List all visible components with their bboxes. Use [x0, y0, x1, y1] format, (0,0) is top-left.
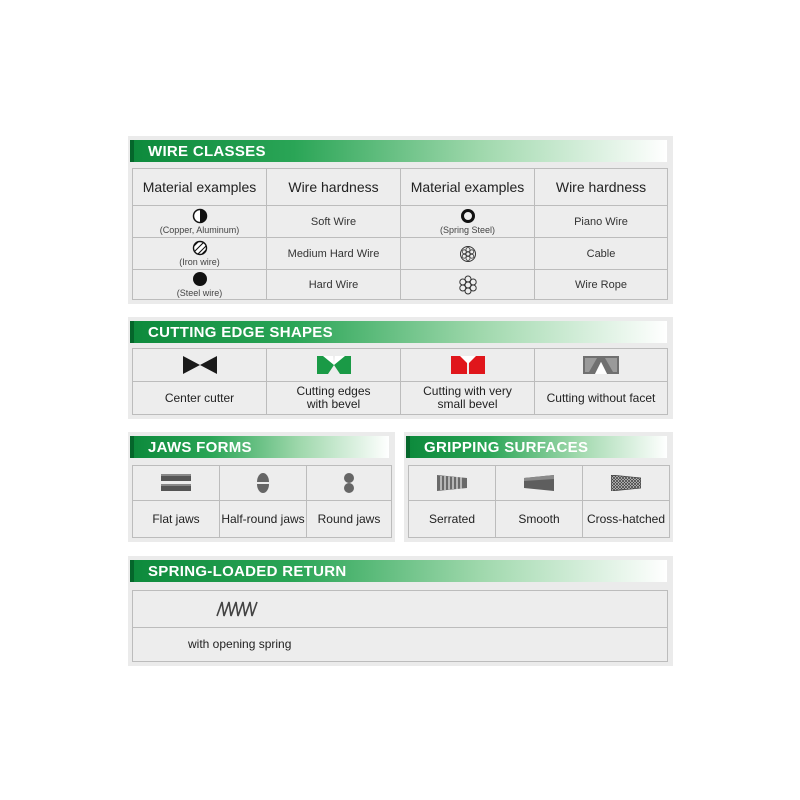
- material-caption: (Spring Steel): [439, 225, 496, 235]
- cutting-edge-label: Center cutter: [133, 382, 266, 414]
- jaws-forms-panel: [128, 432, 395, 542]
- spring-loaded-return-panel: [128, 556, 673, 666]
- wire-classes-panel: [128, 136, 673, 304]
- grip-icon-cell: [583, 466, 669, 500]
- table-cell-hardness: Piano Wire: [535, 206, 667, 237]
- smooth-surface-icon: [524, 475, 554, 491]
- grip-icon-cell: [409, 466, 495, 500]
- cutting-edge-label: Cutting edges with bevel: [267, 382, 400, 414]
- cutting-edge-icon-cell: [267, 349, 400, 381]
- table-cell-material: [401, 270, 534, 299]
- grip-label: Cross-hatched: [583, 501, 669, 537]
- table-cell-material: [133, 238, 266, 269]
- cutting-edge-label: Cutting without facet: [535, 382, 667, 414]
- jaw-label: Half-round jaws: [220, 501, 306, 537]
- coil-spring-icon: [215, 600, 259, 618]
- table-cell-material: [133, 270, 266, 299]
- gripping-surfaces-title: GRIPPING SURFACES: [424, 439, 589, 456]
- no-facet-icon: [583, 356, 619, 374]
- table-cell-material: [401, 206, 534, 237]
- header-material-examples: Material examples: [133, 169, 266, 205]
- spring-label-cell: [133, 628, 667, 661]
- spring-loaded-return-table: [132, 590, 668, 662]
- gripping-surfaces-panel: [404, 432, 673, 542]
- material-caption: (Copper, Aluminum): [159, 225, 240, 235]
- half-round-jaws-icon: [255, 472, 271, 494]
- jaw-label: Round jaws: [307, 501, 391, 537]
- cutting-edge-icon-cell: [133, 349, 266, 381]
- jaw-icon-cell: [220, 466, 306, 500]
- table-cell-hardness: Hard Wire: [267, 270, 400, 299]
- round-jaws-icon: [342, 472, 356, 494]
- filled-circle-icon: [192, 271, 208, 287]
- jaws-forms-table: [132, 465, 392, 538]
- wire-classes-title: WIRE CLASSES: [148, 143, 266, 160]
- cross-hatched-surface-icon: [611, 475, 641, 491]
- cable-strands-icon: [459, 245, 477, 263]
- cutting-edge-icon-cell: [401, 349, 534, 381]
- wire-classes-banner: [130, 140, 667, 162]
- table-cell-hardness: Medium Hard Wire: [267, 238, 400, 269]
- material-caption: (Steel wire): [176, 288, 223, 298]
- table-cell-hardness: Wire Rope: [535, 270, 667, 299]
- header-wire-hardness-2: Wire hardness: [535, 169, 667, 205]
- cutting-edge-shapes-title: CUTTING EDGE SHAPES: [148, 324, 333, 341]
- cutting-edge-label: Cutting with very small bevel: [401, 382, 534, 414]
- cutting-edge-shapes-panel: [128, 317, 673, 419]
- ring-icon: [460, 208, 476, 224]
- header-wire-hardness: Wire hardness: [267, 169, 400, 205]
- jaw-label: Flat jaws: [133, 501, 219, 537]
- header-material-examples-2: Material examples: [401, 169, 534, 205]
- cutting-edge-icon-cell: [535, 349, 667, 381]
- spring-loaded-return-banner: [130, 560, 667, 582]
- spring-label: with opening spring: [188, 637, 292, 651]
- table-cell-material: [133, 206, 266, 237]
- table-cell-material: [401, 238, 534, 269]
- table-cell-hardness: Cable: [535, 238, 667, 269]
- hatched-circle-icon: [192, 240, 208, 256]
- wire-rope-icon: [458, 275, 478, 295]
- cutting-edge-shapes-table: [132, 348, 668, 415]
- gripping-surfaces-banner: [406, 436, 667, 458]
- serrated-surface-icon: [437, 475, 467, 491]
- grip-label: Serrated: [409, 501, 495, 537]
- small-bevel-icon: [451, 356, 485, 374]
- jaws-forms-banner: [130, 436, 389, 458]
- table-cell-hardness: Soft Wire: [267, 206, 400, 237]
- spring-icon-cell: [133, 591, 667, 627]
- grip-icon-cell: [496, 466, 582, 500]
- jaws-forms-title: JAWS FORMS: [148, 439, 252, 456]
- center-cutter-icon: [183, 356, 217, 374]
- half-filled-circle-icon: [192, 208, 208, 224]
- bevel-edge-icon: [317, 356, 351, 374]
- wire-classes-table: [132, 168, 668, 300]
- jaw-icon-cell: [307, 466, 391, 500]
- gripping-surfaces-table: [408, 465, 670, 538]
- cutting-edge-shapes-banner: [130, 321, 667, 343]
- material-caption: (Iron wire): [179, 257, 220, 267]
- jaw-icon-cell: [133, 466, 219, 500]
- flat-jaws-icon: [161, 473, 191, 493]
- grip-label: Smooth: [496, 501, 582, 537]
- spring-loaded-return-title: SPRING-LOADED RETURN: [148, 563, 347, 580]
